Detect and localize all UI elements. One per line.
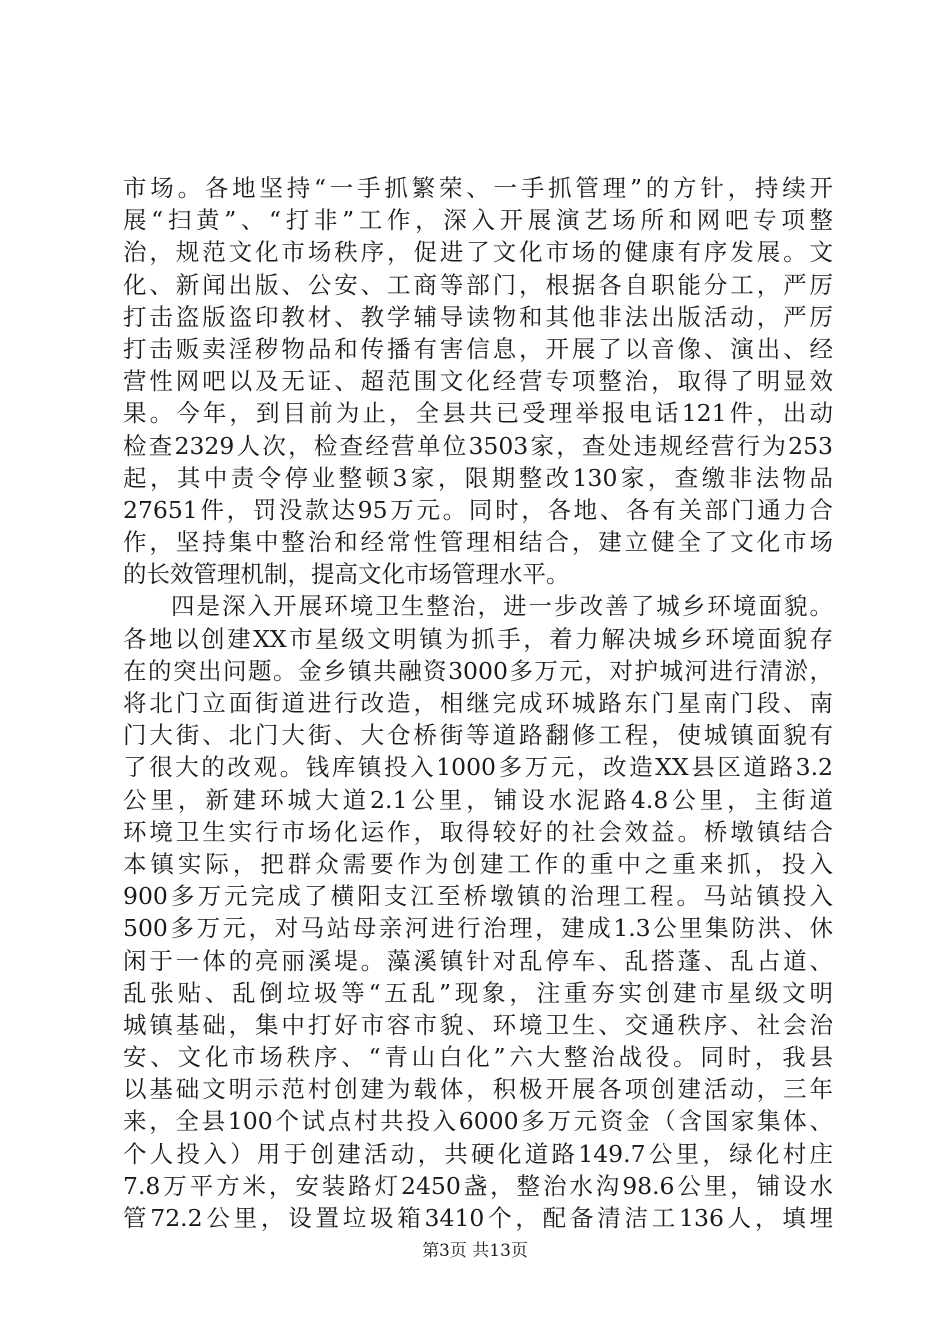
text-line: 展“扫黄”、“打非”工作，深入开展演艺场所和网吧专项整 bbox=[123, 206, 833, 235]
paragraph-market-regulation bbox=[123, 172, 833, 590]
text-line: 门大街、北门大街、大仓桥街等道路翻修工程，使城镇面貌有 bbox=[123, 721, 833, 750]
text-line: 化、新闻出版、公安、工商等部门，根据各自职能分工，严厉 bbox=[123, 270, 833, 299]
text-line: 市场。各地坚持“一手抓繁荣、一手抓管理”的方针，持续开 bbox=[123, 174, 833, 202]
text-line: 闲于一体的亮丽溪堤。藻溪镇针对乱停车、乱搭蓬、乱占道、 bbox=[123, 946, 833, 975]
text-line: 公里，新建环城大道2.1公里，铺设水泥路4.8公里，主街道 bbox=[123, 785, 833, 814]
text-line: 治，规范文化市场秩序，促进了文化市场的健康有序发展。文 bbox=[123, 238, 833, 267]
text-line: 起，其中责令停业整顿3家，限期整改130家，查缴非法物品 bbox=[123, 463, 833, 492]
text-line: 个人投入）用于创建活动，共硬化道路149.7公里，绿化村庄 bbox=[123, 1139, 833, 1168]
text-line: 乱张贴、乱倒垃圾等“五乱”现象，注重夯实创建市星级文明 bbox=[123, 978, 833, 1007]
text-line: 城镇基础，集中打好市容市貌、环境卫生、交通秩序、社会治 bbox=[123, 1010, 833, 1039]
text-line: 7.8万平方米，安装路灯2450盏，整治水沟98.6公里，铺设水 bbox=[123, 1171, 833, 1200]
text-line: 打击贩卖淫秽物品和传播有害信息，开展了以音像、演出、经 bbox=[123, 334, 833, 363]
text-line: 900多万元完成了横阳支江至桥墩镇的治理工程。马站镇投入 bbox=[123, 882, 833, 911]
text-line: 500多万元，对马站母亲河进行治理，建成1.3公里集防洪、休 bbox=[123, 914, 833, 943]
text-line: 的长效管理机制，提高文化市场管理水平。 bbox=[123, 560, 570, 589]
text-line: 来，全县100个试点村共投入6000多万元资金（含国家集体、 bbox=[123, 1107, 833, 1136]
page-footer bbox=[0, 1240, 950, 1262]
text-line: 在的突出问题。金乡镇共融资3000多万元，对护城河进行清淤， bbox=[123, 656, 833, 685]
text-line: 果。今年，到目前为止，全县共已受理举报电话121件，出动 bbox=[123, 399, 833, 428]
text-line: 本镇实际，把群众需要作为创建工作的重中之重来抓，投入 bbox=[123, 849, 833, 878]
text-line: 营性网吧以及无证、超范围文化经营专项整治，取得了明显效 bbox=[123, 367, 833, 396]
text-line: 作，坚持集中整治和经常性管理相结合，建立健全了文化市场 bbox=[123, 528, 833, 557]
text-line: 打击盗版盗印教材、教学辅导读物和其他非法出版活动，严厉 bbox=[123, 302, 833, 331]
text-line: 安、文化市场秩序、“青山白化”六大整治战役。同时，我县 bbox=[123, 1043, 833, 1072]
page-number: 第3页 共13页 bbox=[422, 1241, 528, 1261]
text-line: 环境卫生实行市场化运作，取得较好的社会效益。桥墩镇结合 bbox=[123, 817, 833, 846]
text-line: 管72.2公里，设置垃圾箱3410个，配备清洁工136人，填埋 bbox=[123, 1204, 833, 1232]
text-line: 检查2329人次，检查经营单位3503家，查处违规经营行为253 bbox=[123, 431, 833, 460]
document-body bbox=[123, 172, 833, 1234]
text-line-indented: 四是深入开展环境卫生整治，进一步改善了城乡环境面貌。 bbox=[171, 592, 833, 621]
text-line: 各地以创建XX市星级文明镇为抓手，着力解决城乡环境面貌存 bbox=[123, 624, 833, 653]
paragraph-environment-sanitation bbox=[123, 590, 833, 1234]
text-line: 以基础文明示范村创建为载体，积极开展各项创建活动，三年 bbox=[123, 1075, 833, 1104]
text-line: 27651件，罚没款达95万元。同时，各地、各有关部门通力合 bbox=[123, 495, 833, 524]
text-line: 了很大的改观。钱库镇投入1000多万元，改造XX县区道路3.2 bbox=[123, 753, 833, 782]
text-line: 将北门立面街道进行改造，相继完成环城路东门星南门段、南 bbox=[123, 689, 833, 717]
